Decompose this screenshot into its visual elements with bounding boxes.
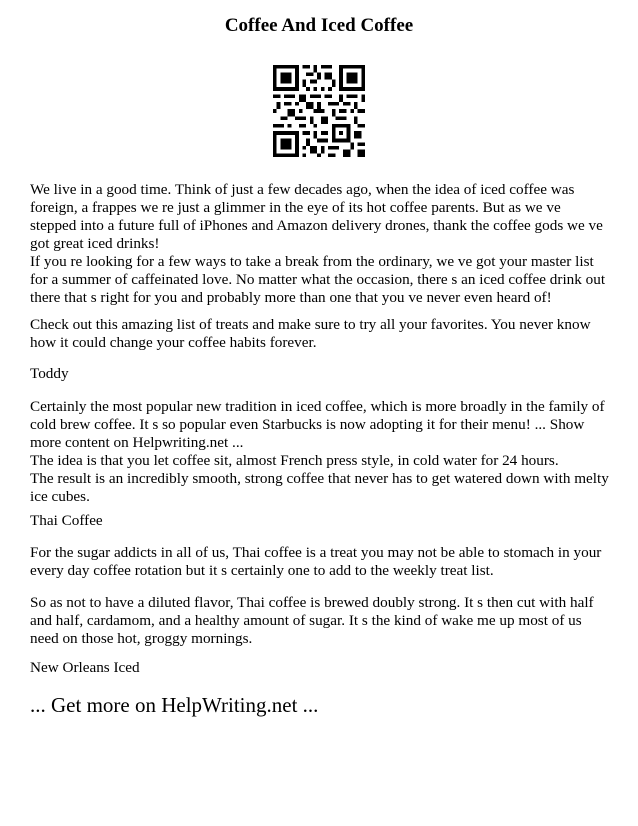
- get-more-link[interactable]: ... Get more on HelpWriting.net ...: [30, 693, 319, 717]
- paragraph-thai-sugar: For the sugar addicts in all of us, Thai coffee is a treat you may not be able to stomach in your every day coffee rotation but it s certainly one to add to the weekly treat list.: [30, 544, 602, 579]
- toddy-text-1: Certainly the most popular new tradition in iced coffee, which is more broadly in the family of cold brew coffee. It s so popular even Starbucks is now adopting it for their menu! ... Show more content on Helpwriting.net ...: [30, 398, 605, 451]
- section-heading-new-orleans: New Orleans Iced: [30, 659, 140, 676]
- document-title: Coffee And Iced Coffee: [224, 15, 414, 36]
- toddy-text-2: The idea is that you let coffee sit, almost French press style, in cold water for 24 hours.: [30, 452, 559, 469]
- paragraph-intro: We live in a good time. Think of just a few decades ago, when the idea of iced coffee was foreign, a frappes we re just a glimmer in the eye of its hot coffee parents. But as we ve stepped into a future full of iPhones and Amazon delivery drones, thank the coffee gods we ve got great iced drinks!: [30, 181, 603, 252]
- paragraph-thai-brewed: So as not to have a diluted flavor, Thai coffee is brewed doubly strong. It s then cut with half and half, cardamom, and a healthy amount of sugar. It s the kind of wake me up most of us need on those hot, groggy mornings.: [30, 594, 594, 647]
- paragraph-check-out: Check out this amazing list of treats and make sure to try all your favorites. You never know how it could change your coffee habits forever.: [30, 316, 591, 351]
- qr-code-icon: [273, 65, 365, 157]
- section-heading-thai-coffee: Thai Coffee: [30, 512, 103, 529]
- section-heading-toddy: Toddy: [30, 365, 69, 382]
- paragraph-master-list: If you re looking for a few ways to take a break from the ordinary, we ve got your master list for a summer of caffeinated love. No matter what the occasion, there s an iced coffee drink out there that s right for you and probably more than one that you ve never even heard of!: [30, 253, 606, 306]
- paragraph-toddy: [30, 398, 610, 506]
- toddy-text-3: The result is an incredibly smooth, strong coffee that never has to get watered down with melty ice cubes.: [30, 470, 609, 505]
